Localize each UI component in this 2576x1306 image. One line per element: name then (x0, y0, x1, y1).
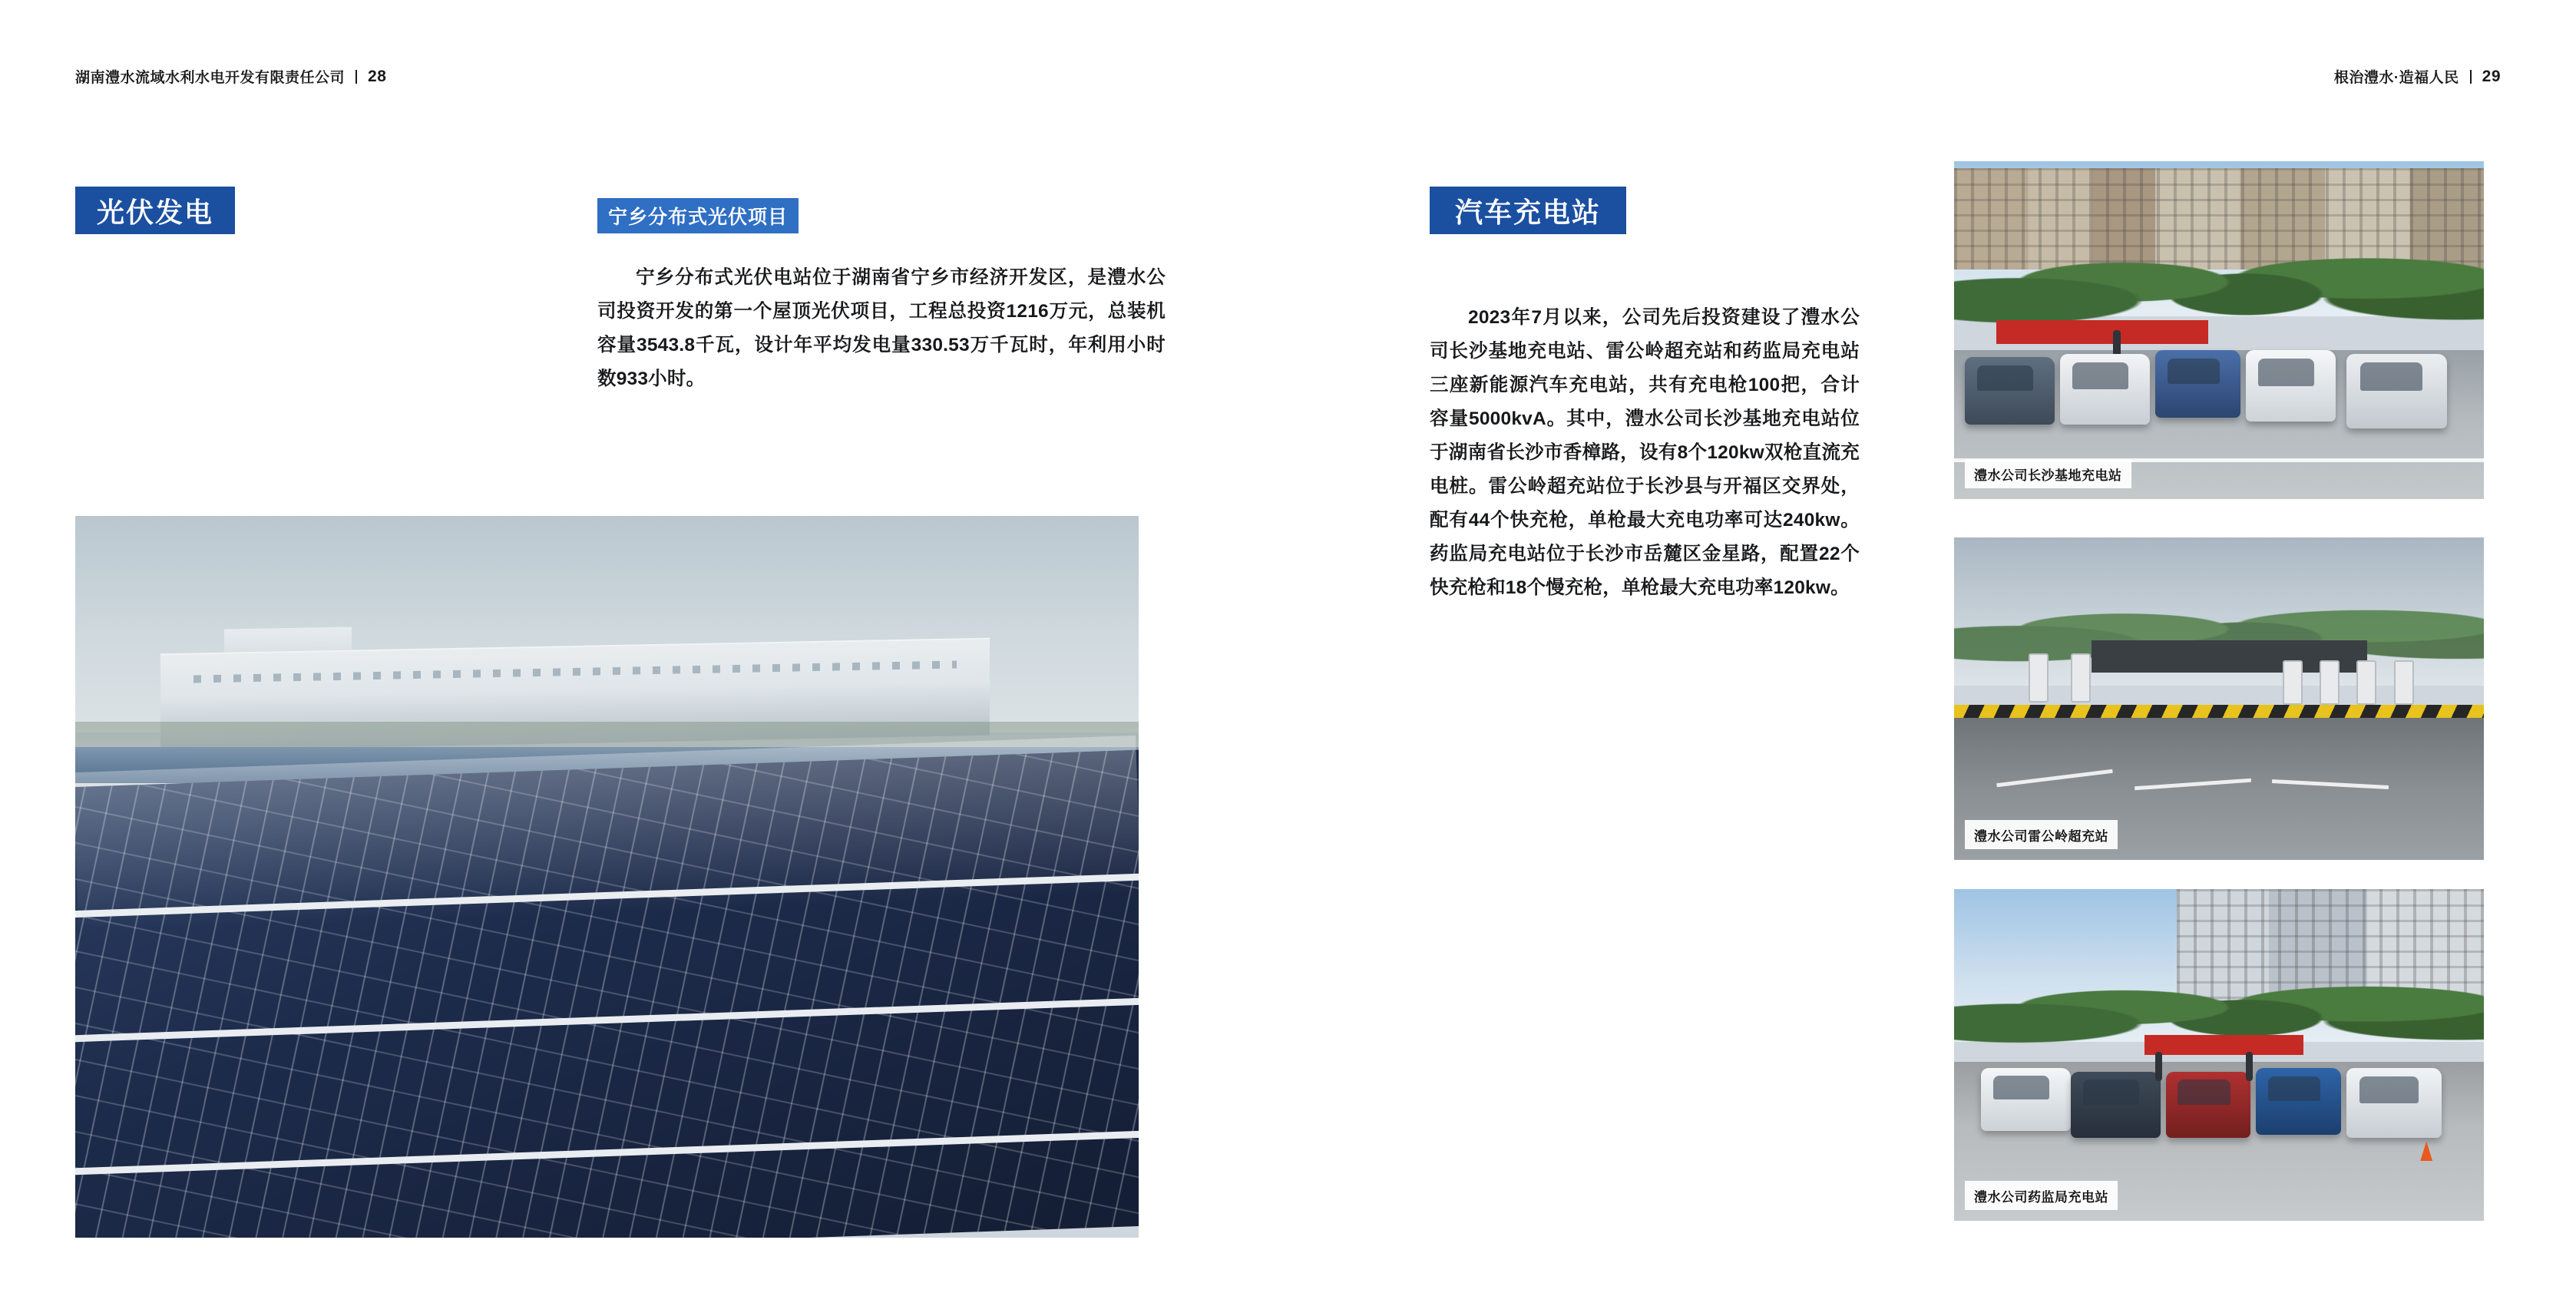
photo-car (2346, 354, 2447, 428)
photo-caption: 澧水公司长沙基地充电站 (1965, 459, 2131, 488)
photo-safety-stripe (1954, 705, 2484, 719)
photo-car (2060, 354, 2150, 425)
photo-car (2071, 1072, 2161, 1138)
running-head-divider (355, 70, 357, 84)
running-head-divider (2470, 70, 2472, 84)
page-number-left: 28 (368, 67, 387, 85)
photo-charging-cabinet (2356, 660, 2376, 705)
photo-red-banner (1996, 320, 2208, 344)
photo-charging-cabinet (2071, 653, 2091, 703)
section-banner-charging-station (1430, 187, 1626, 234)
photo-car (2155, 350, 2240, 418)
photo-charging-cabinet (2320, 660, 2340, 705)
photo-changsha-base-station (1954, 161, 2484, 499)
photo-car (2346, 1068, 2442, 1138)
photo-car (2166, 1072, 2250, 1138)
photo-caption: 澧水公司雷公岭超充站 (1965, 820, 2118, 849)
page-number-right: 29 (2482, 67, 2501, 85)
section-banner-photovoltaic (75, 187, 235, 234)
body-text-photovoltaic: 宁乡分布式光伏电站位于湖南省宁乡市经济开发区，是澧水公司投资开发的第一个屋顶光伏项目，工程总投资1216万元，总装机容量3543.8千瓦，设计年平均发电量330.53万千瓦时，年利用小时数933小时。 (597, 267, 1166, 389)
photo-charging-cabinet (2283, 660, 2303, 705)
photo-solar-rooftop-array (75, 516, 1139, 1238)
running-head-right (2334, 66, 2501, 87)
photo-charging-post (2155, 1052, 2162, 1081)
running-head-right-text: 根治澧水·造福人民 (2333, 70, 2459, 86)
photo-caption: 澧水公司药监局充电站 (1965, 1181, 2118, 1210)
photo-charging-cabinet (2394, 660, 2414, 705)
photo-charging-post (2246, 1052, 2253, 1081)
photo-car (1965, 357, 2055, 425)
running-head-left-text: 湖南澧水流域水利水电开发有限责任公司 (75, 70, 346, 86)
photo-car (2246, 350, 2336, 421)
section-banner-photovoltaic-label: 光伏发电 (96, 196, 213, 228)
photo-charging-cabinet (2029, 653, 2049, 703)
photo-car (2256, 1068, 2340, 1134)
body-text-charging-station: 2023年7月以来，公司先后投资建设了澧水公司长沙基地充电站、雷公岭超充站和药监局充电站三座新能源汽车充电站，共有充电枪100把，合计容量5000kvA。其中，澧水公司长沙基地充电站位于湖南省长沙市香樟路，设有8个120kw双枪直流充电桩。雷公岭超充站位于长沙县与开福区交界处，配有44个快充枪，单枪最大充电功率可达240kw。药监局充电站位于长沙市岳麓区金星路，配置22个快充枪和18个慢充枪，单枪最大充电功率120kw。 (1430, 307, 1860, 598)
subsection-title-ningxiang (597, 198, 799, 233)
photo-leigongling-super-station (1954, 537, 2484, 860)
photo-car (1981, 1068, 2071, 1131)
section-banner-charging-station-label: 汽车充电站 (1454, 196, 1601, 228)
subsection-title-ningxiang-label: 宁乡分布式光伏项目 (608, 207, 789, 228)
photo-red-banner (2144, 1035, 2303, 1055)
photo-drug-administration-station (1954, 889, 2484, 1221)
photo-solar-panels (75, 748, 1139, 1238)
running-head-left (75, 66, 386, 87)
photo-trees (1954, 215, 2484, 336)
